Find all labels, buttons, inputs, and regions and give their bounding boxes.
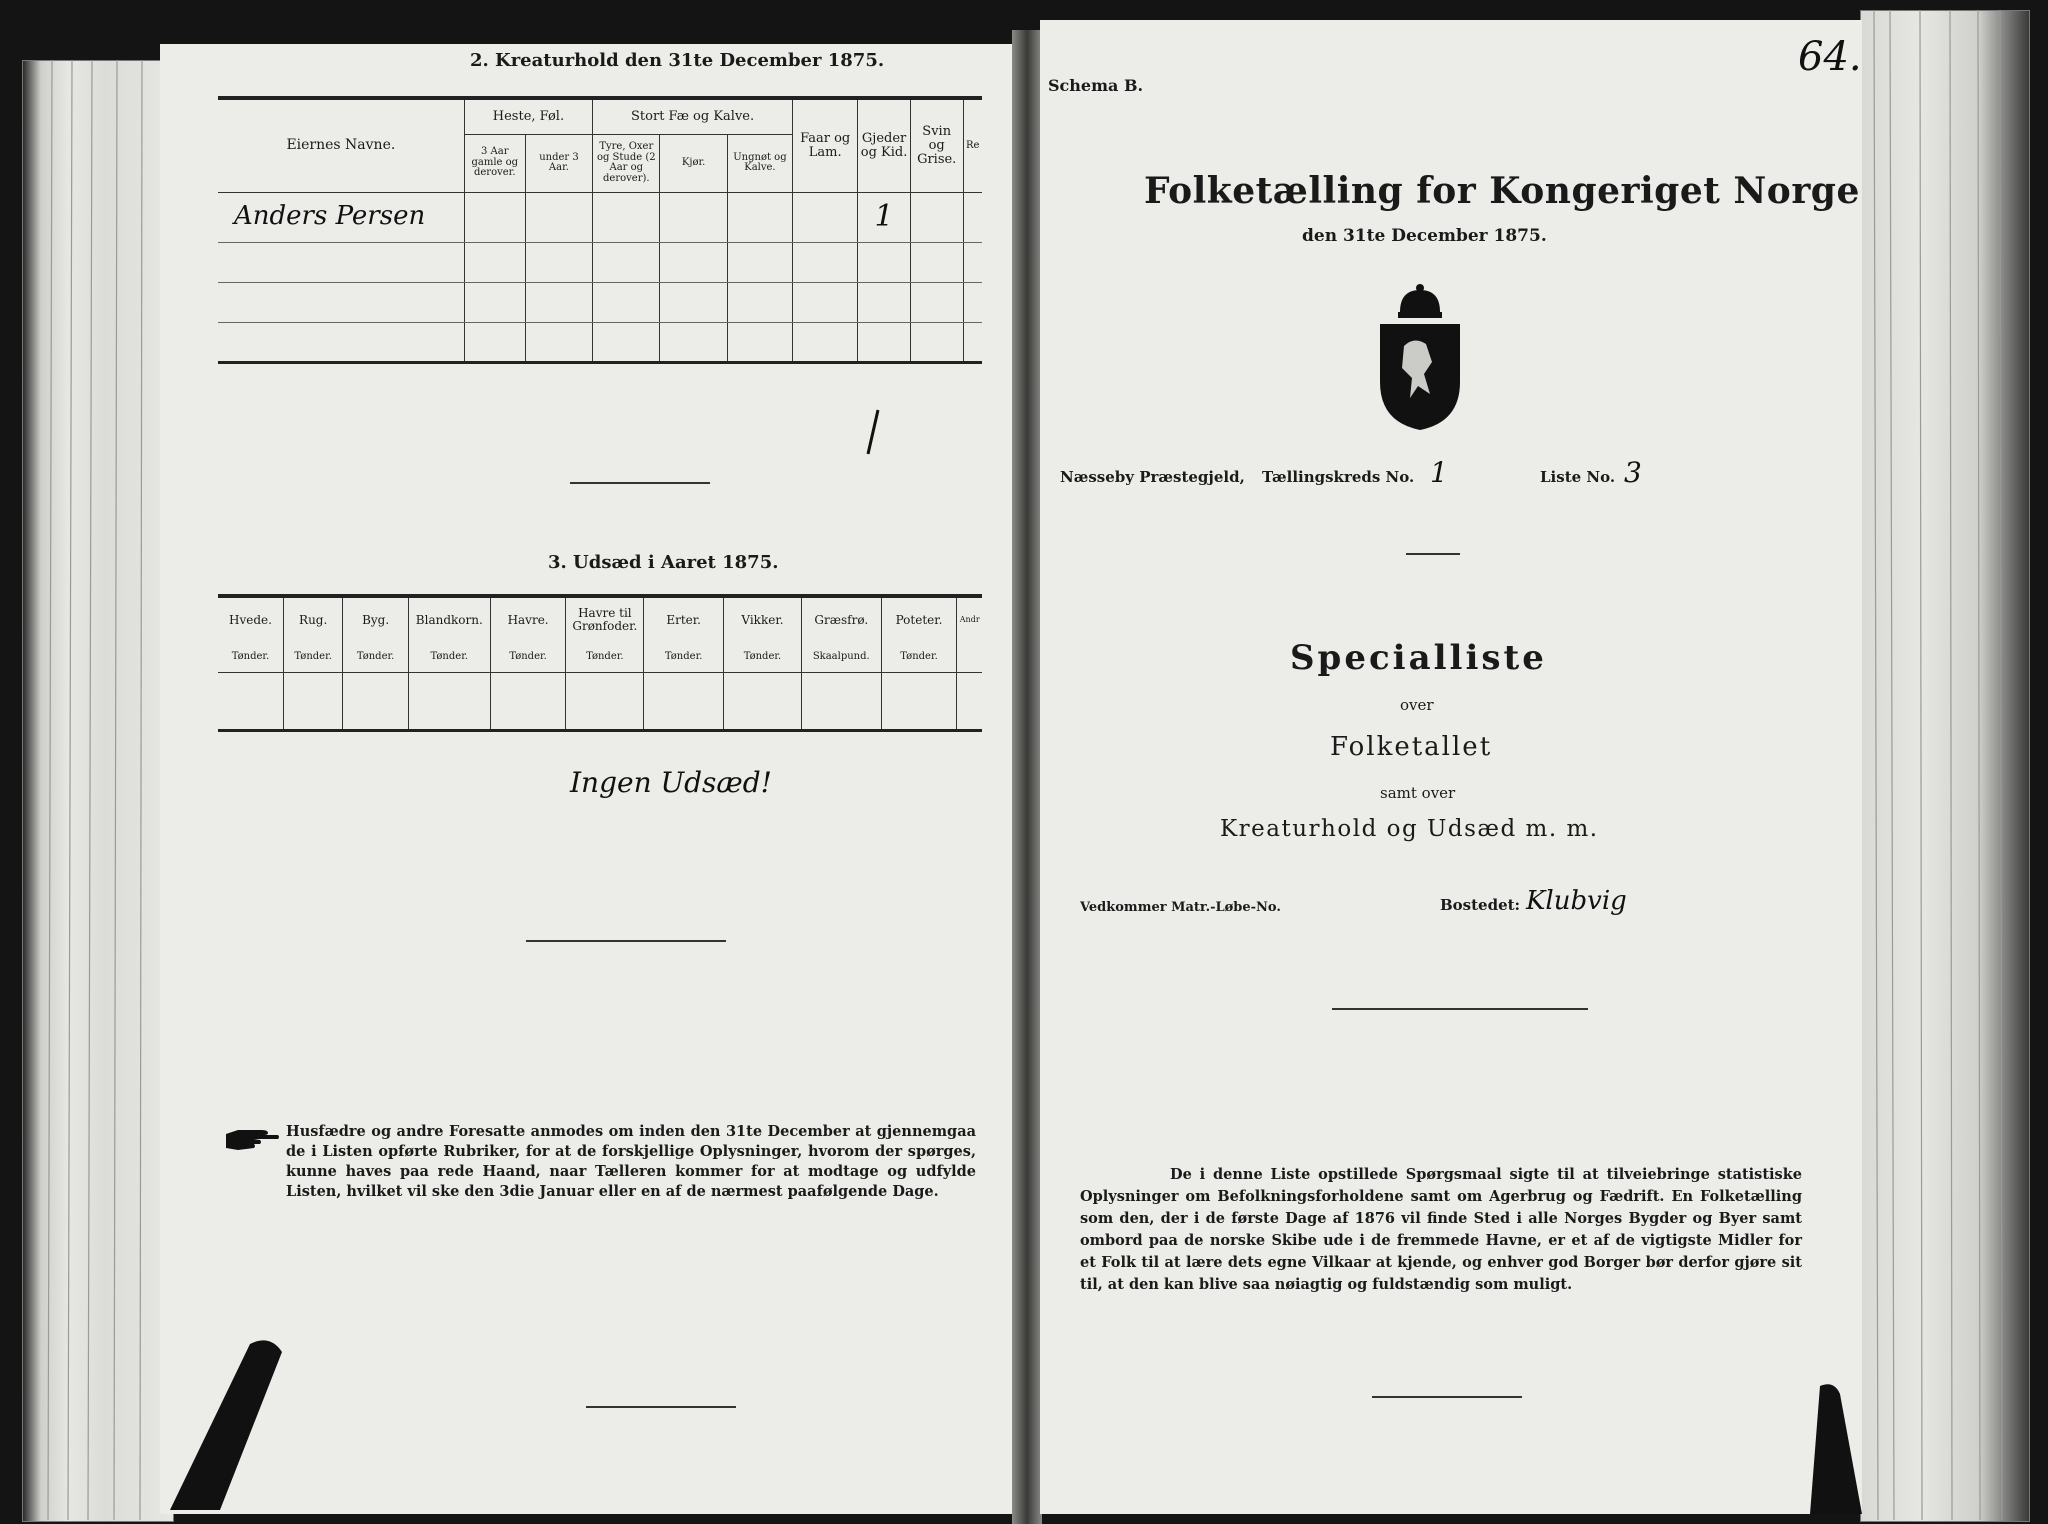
unit-label: Tønder. xyxy=(343,642,409,672)
kreds-value: 1 xyxy=(1430,456,1448,489)
seed-table xyxy=(218,594,982,732)
divider-line xyxy=(1332,1008,1588,1010)
liste-label: Liste No. xyxy=(1540,468,1616,486)
kjor-header: Kjør. xyxy=(660,134,727,192)
seed-col-blandkorn: Blandkorn. xyxy=(408,596,490,642)
pointing-hand-icon xyxy=(224,1124,280,1154)
unit-label: Tønder. xyxy=(408,642,490,672)
faar-header: Faar og Lam. xyxy=(793,98,858,192)
heste-3aar-header: 3 Aar gamle og derover. xyxy=(464,134,525,192)
bosted-label: Bostedet: xyxy=(1440,896,1521,914)
owner-name-cell: Anders Persen xyxy=(218,192,464,242)
seed-col-byg: Byg. xyxy=(343,596,409,642)
census-heading: Folketælling for Kongeriget Norge xyxy=(1144,170,1860,212)
binder-clip xyxy=(1800,1380,1862,1514)
ungnot-header: Ungnøt og Kalve. xyxy=(727,134,792,192)
unit-label: Tønder. xyxy=(284,642,343,672)
unit-label: Tønder. xyxy=(566,642,644,672)
unit-label: Tønder. xyxy=(881,642,957,672)
seed-col-hvede: Hvede. xyxy=(218,596,284,642)
table-row xyxy=(218,192,982,242)
gjeder-count-cell: 1 xyxy=(858,192,911,242)
kreds-label: Tællingskreds No. xyxy=(1262,468,1415,486)
table-row xyxy=(218,322,982,362)
section2-title: 2. Kreaturhold den 31te December 1875. xyxy=(470,50,885,71)
divider-line xyxy=(1372,1396,1522,1398)
coat-of-arms-icon xyxy=(1370,282,1470,432)
unit-label: Tønder. xyxy=(724,642,802,672)
tyre-header: Tyre, Oxer og Stude (2 Aar og derover). xyxy=(593,134,660,192)
matr-label: Vedkommer Matr.-Løbe-No. xyxy=(1080,900,1281,915)
handwritten-mark xyxy=(850,404,890,464)
stort-fae-header: Stort Fæ og Kalve. xyxy=(593,98,793,134)
seed-col-erter: Erter. xyxy=(644,596,724,642)
divider-line xyxy=(586,1406,736,1408)
heste-under-header: under 3 Aar. xyxy=(525,134,592,192)
table-row xyxy=(218,282,982,322)
section3-title: 3. Udsæd i Aaret 1875. xyxy=(548,552,779,573)
special-list-title: Specialliste xyxy=(1290,638,1547,678)
unit-label: Tønder. xyxy=(644,642,724,672)
gutter xyxy=(1012,30,1042,1524)
page-number: 64. xyxy=(1798,34,1862,80)
handwritten-no-seed-note: Ingen Udsæd! xyxy=(570,766,772,799)
seed-col-havre: Havre. xyxy=(490,596,566,642)
left-page xyxy=(160,44,1016,1514)
seed-col-graesfro: Græsfrø. xyxy=(801,596,881,642)
rein-header: Re xyxy=(963,98,982,192)
heste-header: Heste, Føl. xyxy=(464,98,592,134)
seed-col-rug: Rug. xyxy=(284,596,343,642)
unit-label: Skaalpund. xyxy=(801,642,881,672)
right-page-edges xyxy=(1860,10,2028,1520)
divider-line xyxy=(570,482,710,484)
seed-col-andre: Andr xyxy=(957,596,982,642)
seed-col-vikker: Vikker. xyxy=(724,596,802,642)
census-date: den 31te December 1875. xyxy=(1302,226,1547,246)
unit-label xyxy=(957,642,982,672)
notice-paragraph: Husfædre og andre Foresatte anmodes om inden den 31te December at gjennemgaa de i Listen opførte Rubriker, for at de forskjellige Oplysninger, hvorom der spørges, kunne haves paa rede Haand, naar Tælleren kommer for at modtage og udfylde Listen, hvilket vil ske den 3die Januar eller en af de nærmest paafølgende Dage. xyxy=(286,1123,976,1200)
schema-label: Schema B. xyxy=(1048,76,1144,95)
binder-clip xyxy=(170,1334,300,1514)
kreaturhold-label: Kreaturhold og Udsæd m. m. xyxy=(1220,816,1599,842)
table-row xyxy=(218,242,982,282)
livestock-table xyxy=(218,96,982,364)
table-row xyxy=(218,672,982,730)
right-page xyxy=(1040,20,1862,1514)
folketallet-label: Folketallet xyxy=(1330,732,1493,762)
seed-col-poteter: Poteter. xyxy=(881,596,957,642)
bosted-value: Klubvig xyxy=(1526,886,1627,916)
purpose-paragraph: De i denne Liste opstillede Spørgsmaal sigte til at tilveiebringe statistiske Oplysninger om Befolkningsforholdene samt om Agerbrug og Fædrift. En Folketælling som den, der i de første Dage af 1876 vil finde Sted i alle Norges Bygder og Byer samt ombord paa de norske Skibe ude i de fremmede Havne, er et af de vigtigste Midler for et Folk til at lære dets egne Vilkaar at kjende, og enhver god Borger bør derfor gjøre sit til, at den kan blive saa nøiagtig og fuldstændig som muligt. xyxy=(1080,1166,1802,1293)
liste-value: 3 xyxy=(1624,456,1642,489)
left-page-edges xyxy=(22,60,172,1520)
unit-label: Tønder. xyxy=(490,642,566,672)
owner-name-header: Eiernes Navne. xyxy=(218,98,464,192)
unit-label: Tønder. xyxy=(218,642,284,672)
divider-line xyxy=(526,940,726,942)
seed-col-havre-gronfoder: Havre til Grønfoder. xyxy=(566,596,644,642)
svin-header: Svin og Grise. xyxy=(910,98,963,192)
divider-line xyxy=(1406,553,1460,555)
over-label: over xyxy=(1400,696,1434,714)
prestegjeld-label: Næsseby Præstegjeld, xyxy=(1060,468,1245,486)
samt-over-label: samt over xyxy=(1380,784,1456,802)
gjeder-header: Gjeder og Kid. xyxy=(858,98,911,192)
